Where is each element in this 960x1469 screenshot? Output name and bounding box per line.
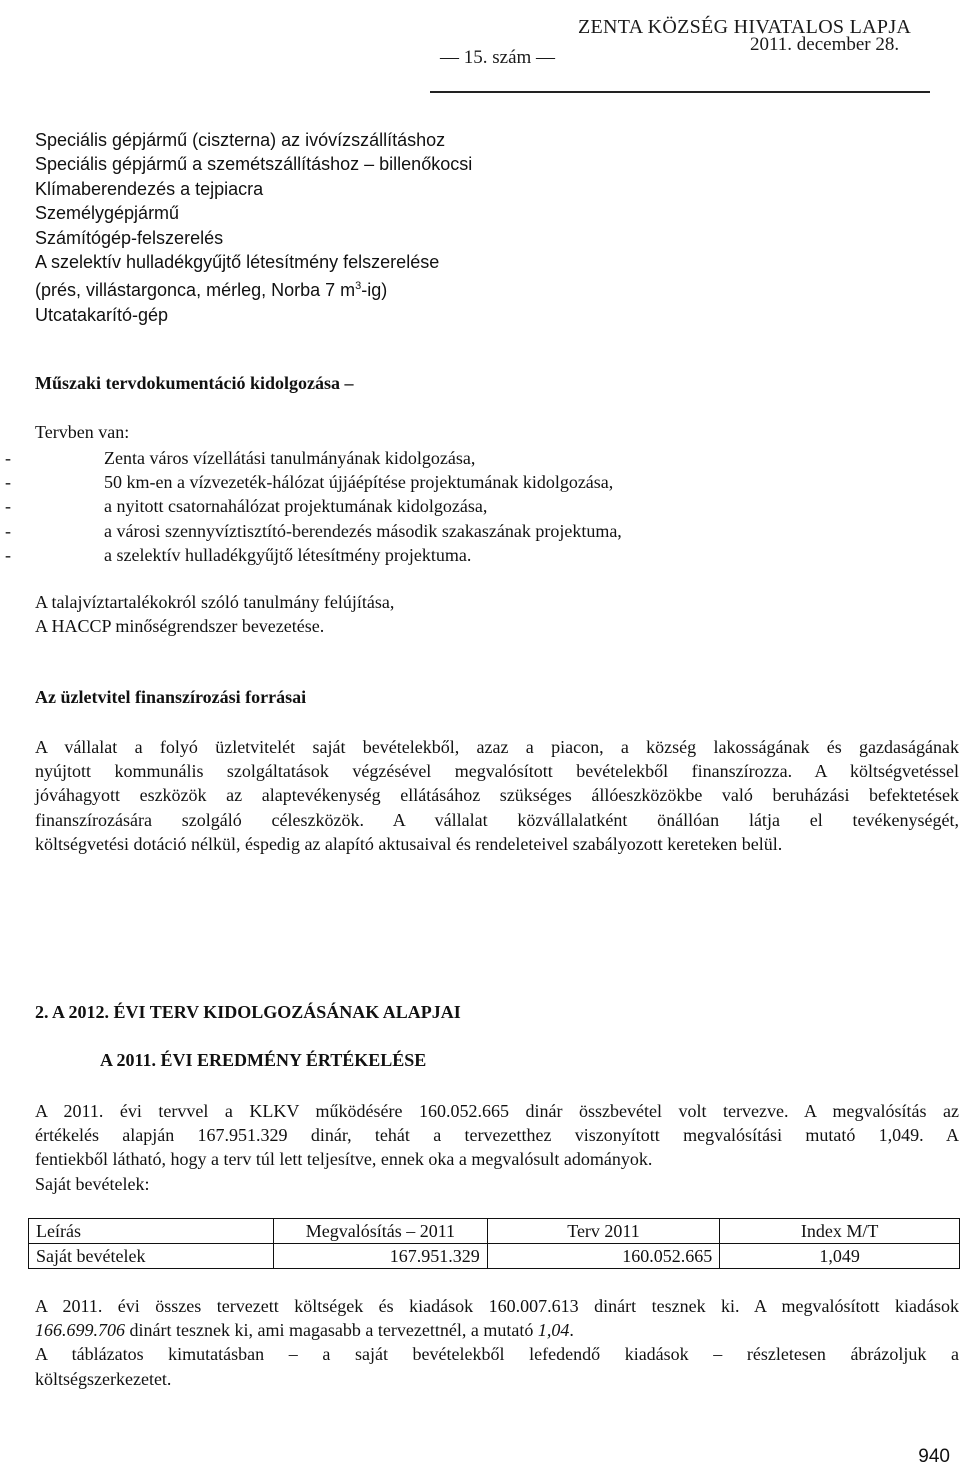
list-item: Klímaberendezés a tejpiacra bbox=[35, 178, 264, 199]
list-item-text: Zenta város vízellátási tanulmányának kidolgozása, bbox=[104, 448, 476, 468]
superscript: 3 bbox=[355, 280, 362, 293]
list-item: Speciális gépjármű a szemétszállításhoz – billenőkocsi bbox=[35, 154, 473, 175]
technical-docs-after bbox=[35, 590, 959, 638]
list-item-text: a városi szennyvíztisztító-berendezés második szakaszának projektuma, bbox=[104, 520, 622, 541]
paragraph-line: A vállalat a folyó üzletvitelét saját bevételekből, azaz a piacon, a község lakosságának és gazdaságának bbox=[35, 737, 959, 757]
issue-number: — 15. szám — bbox=[440, 47, 556, 68]
paragraph-line: nyújtott kommunális szolgáltatások végzésével megvalósított bevételekből finanszírozza. A költségvetéssel bbox=[35, 761, 959, 782]
paragraph-line: Saját bevételek: bbox=[35, 1173, 150, 1194]
italic-value: 1,04 bbox=[537, 1320, 570, 1341]
planned-intro: Tervben van: bbox=[35, 422, 130, 442]
list-item bbox=[0, 519, 960, 543]
table-cell: 160.052.665 bbox=[487, 1244, 719, 1269]
dash-bullet: - bbox=[5, 496, 11, 517]
page-number: 940 bbox=[918, 1446, 950, 1467]
issue-date: 2011. december 28. bbox=[750, 34, 900, 55]
text-span: dinárt tesznek ki, ami magasabb a tervezettnél, a mutató bbox=[125, 1320, 538, 1341]
paragraph-line: jóváhagyott eszközök az alaptevékenység ellátásához szükséges állóeszközökbe való beruházási befektetések bbox=[35, 785, 959, 806]
planned-list bbox=[0, 446, 960, 567]
list-item-text: (prés, villástargonca, mérleg, Norba 7 m bbox=[35, 280, 356, 301]
italic-value: 166.699.706 bbox=[35, 1320, 125, 1341]
income-table bbox=[28, 1218, 960, 1269]
list-item-suffix: -ig) bbox=[361, 280, 388, 301]
table-cell: Saját bevételek bbox=[29, 1244, 274, 1269]
evaluation-paragraph bbox=[35, 1099, 959, 1196]
text-span: . bbox=[569, 1320, 574, 1341]
list-item bbox=[0, 446, 960, 470]
table-row bbox=[29, 1244, 960, 1269]
technical-docs-heading: Műszaki tervdokumentáció kidolgozása – bbox=[35, 373, 354, 393]
section-heading: 2. A 2012. ÉVI TERV KIDOLGOZÁSÁNAK ALAPJAI bbox=[35, 1002, 461, 1022]
list-item bbox=[35, 274, 472, 302]
paragraph-line: A táblázatos kimutatásban – a saját bevételekből lefedendő kiadások – részletesen ábrázoljuk a bbox=[35, 1344, 959, 1365]
table-cell: 1,049 bbox=[720, 1244, 960, 1269]
list-item-text: a nyitott csatornahálózat projektumának kidolgozása, bbox=[104, 496, 488, 517]
paragraph-line bbox=[35, 1318, 959, 1342]
list-item-text: a szelektív hulladékgyűjtő létesítmény projektuma. bbox=[104, 544, 472, 565]
journal-title: ZENTA KÖZSÉG HIVATALOS LAPJA bbox=[578, 16, 912, 38]
table-header-row bbox=[29, 1219, 960, 1244]
paragraph-line: költségszerkezetet. bbox=[35, 1368, 172, 1389]
financing-paragraph bbox=[35, 735, 959, 856]
dash-bullet: - bbox=[5, 520, 11, 541]
dash-bullet: - bbox=[5, 448, 11, 468]
list-item: A szelektív hulladékgyűjtő létesítmény felszerelése bbox=[35, 252, 440, 273]
paragraph-line: A 2011. évi tervvel a KLKV működésére 160.052.665 dinár összbevétel volt tervezve. A megvalósítás az bbox=[35, 1101, 959, 1121]
paragraph-line: költségvetési dotáció nélkül, éspedig az alapító aktusaival és rendeleteivel szabályozott kereteken belül. bbox=[35, 833, 783, 854]
list-item-text: 50 km-en a vízvezeték-hálózat újjáépítése projektumának kidolgozása, bbox=[104, 472, 614, 493]
paragraph-line: finanszírozására szolgáló céleszközök. A vállalat közvállalatként önállóan látja el tevékenységét, bbox=[35, 809, 959, 830]
paragraph-line: fentiekből látható, hogy a terv túl lett teljesítve, ennek oka a megvalósult adományok. bbox=[35, 1149, 653, 1170]
list-item: Utcatakarító-gép bbox=[35, 304, 169, 325]
dash-bullet: - bbox=[5, 472, 11, 493]
expenses-paragraph bbox=[35, 1294, 959, 1391]
paragraph-line: értékelés alapján 167.951.329 dinár, tehát a tervezetthez viszonyított megvalósítási mutató 1,049. A bbox=[35, 1125, 959, 1146]
table-cell: 167.951.329 bbox=[274, 1244, 488, 1269]
paragraph-line: A talajvíztartalékokról szóló tanulmány felújítása, bbox=[35, 592, 395, 612]
list-item: Személygépjármű bbox=[35, 203, 180, 224]
financing-heading: Az üzletvitel finanszírozási forrásai bbox=[35, 687, 307, 707]
table-header-cell: Leírás bbox=[29, 1219, 274, 1244]
dash-bullet: - bbox=[5, 544, 11, 565]
header-rule bbox=[430, 91, 930, 93]
list-item: Speciális gépjármű (ciszterna) az ivóvízszállításhoz bbox=[35, 130, 446, 150]
table-header-cell: Terv 2011 bbox=[487, 1219, 719, 1244]
list-item bbox=[0, 470, 960, 494]
list-item: Számítógép-felszerelés bbox=[35, 227, 224, 248]
paragraph-line: A 2011. évi összes tervezett költségek és kiadások 160.007.613 dinárt tesznek ki. A megvalósított kiadások bbox=[35, 1296, 959, 1316]
table-header-cell: Index M/T bbox=[720, 1219, 960, 1244]
list-item bbox=[0, 494, 960, 518]
list-item bbox=[0, 543, 960, 567]
equipment-list bbox=[35, 128, 472, 327]
table-header-cell: Megvalósítás – 2011 bbox=[274, 1219, 488, 1244]
section-subheading: A 2011. ÉVI EREDMÉNY ÉRTÉKELÉSE bbox=[100, 1050, 427, 1070]
paragraph-line: A HACCP minőségrendszer bevezetése. bbox=[35, 616, 325, 637]
